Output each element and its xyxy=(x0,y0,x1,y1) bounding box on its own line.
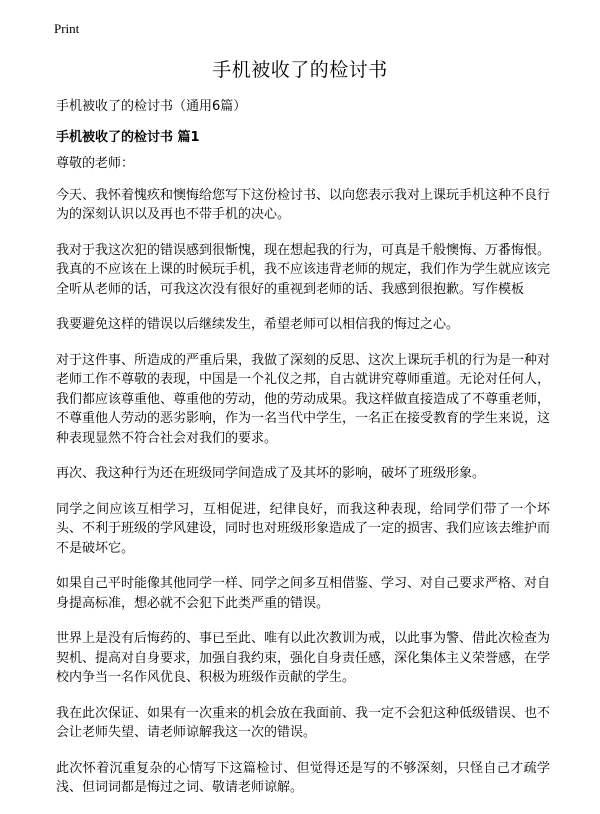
paragraph: 今天、我怀着愧疚和懊悔给您写下这份检讨书、以向您表示我对上课玩手机这种不良行为的深刻认识以及再也不带手机的决心。 xyxy=(56,187,551,222)
paragraph: 对于这件事、所造成的严重后果，我做了深刻的反思、这次上课玩手机的行为是一种对老师工作不尊敬的表现，中国是一个礼仪之邦，自古就讲究尊师重道。无论对任何人，我们都应该尊重他、尊重他的劳动，他的劳动成果。我这样做直接造成了不尊重老师，不尊重他人劳动的恶劣影响，作为一名当代中学生，一名正在接受教育的学生来说，这种表现显然不符合社会对我们的要求。 xyxy=(56,352,551,446)
paragraph: 我要避免这样的错误以后继续发生，希望老师可以相信我的悔过之心。 xyxy=(56,317,460,332)
paragraph: 我在此次保证、如果有一次重来的机会放在我面前、我一定不会犯这种低级错误、也不会让老师失望、请老师谅解我这一次的错误。 xyxy=(56,705,551,740)
paragraph: 同学之间应该互相学习，互相促进，纪律良好，而我这种表现，给同学们带了一个坏头、不利于班级的学风建设，同时也对班级形象造成了一定的损害、我们应该去维护而不是破坏它。 xyxy=(56,501,551,556)
paragraph: 如果自己平时能像其他同学一样、同学之间多互相借鉴、学习、对自己要求严格、对自身提高标准，想必就不会犯下此类严重的错误。 xyxy=(56,576,551,611)
paragraph: 再次、我这种行为还在班级同学间造成了及其坏的影响，破坏了班级形象。 xyxy=(56,466,486,481)
page-title: 手机被收了的检讨书 xyxy=(212,59,388,81)
paragraph: 我对于我这次犯的错误感到很惭愧，现在想起我的行为，可真是千般懊悔、万番悔恨。我真的不应该在上课的时候玩手机，我不应该违背老师的规定，我们作为学生就应该完全听从老师的话，可我这次没有很好的重视到老师的话、我感到很抱歉。写作模板 xyxy=(56,242,551,297)
paragraph: 此次怀着沉重复杂的心情写下这篇检讨、但觉得还是写的不够深刻，只怪自己才疏学浅、但词词都是悔过之词、敬请老师谅解。 xyxy=(56,760,550,795)
section-heading: 手机被收了的检讨书 篇1 xyxy=(56,130,200,145)
document-subtitle: 手机被收了的检讨书（通用6篇） xyxy=(56,99,247,114)
paragraph: 世界上是没有后悔药的、事已至此、唯有以此次教训为戒，以此事为警、借此次检查为契机、提高对自身要求，加强自我约束，强化自身责任感，深化集体主义荣誉感，在学校内争当一名作风优良、积极为班级作贡献的学生。 xyxy=(56,631,551,685)
print-link[interactable]: Print xyxy=(54,21,80,36)
salutation: 尊敬的老师： xyxy=(56,156,135,171)
document-body xyxy=(56,154,550,814)
